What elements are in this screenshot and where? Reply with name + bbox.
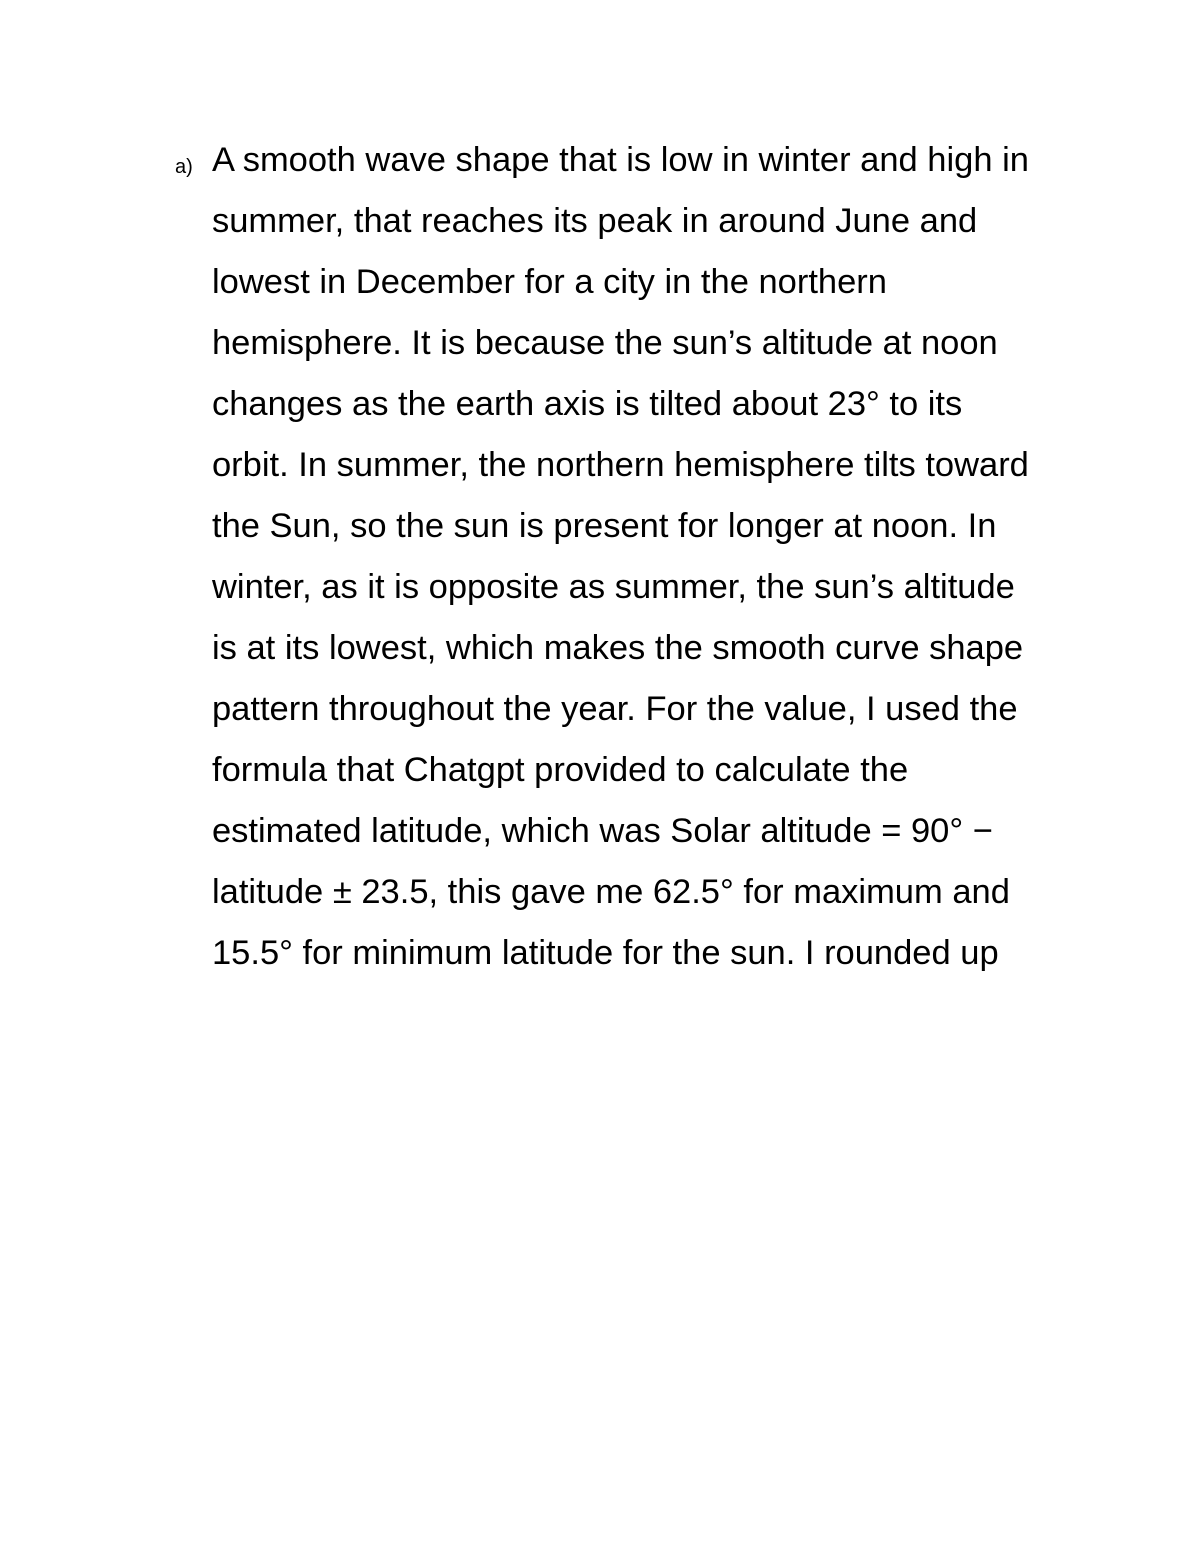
- text-line: hemisphere. It is because the sun’s altitude at noon: [212, 324, 998, 362]
- text-line: the Sun, so the sun is present for longer at noon. In: [212, 507, 997, 545]
- text-line: orbit. In summer, the northern hemisphere tilts toward: [212, 446, 1029, 484]
- text-line: estimated latitude, which was Solar altitude = 90° −: [212, 812, 993, 850]
- text-line: is at its lowest, which makes the smooth curve shape: [212, 629, 1024, 667]
- text-line: A smooth wave shape that is low in winter and high in: [212, 141, 1029, 179]
- text-line: winter, as it is opposite as summer, the sun’s altitude: [212, 568, 1015, 606]
- text-line: 15.5° for minimum latitude for the sun. I rounded up: [212, 934, 999, 972]
- text-line: summer, that reaches its peak in around June and: [212, 202, 978, 240]
- text-line: lowest in December for a city in the northern: [212, 263, 887, 301]
- text-line: latitude ± 23.5, this gave me 62.5° for maximum and: [212, 873, 1010, 911]
- text-line: pattern throughout the year. For the value, I used the: [212, 690, 1018, 728]
- text-line: formula that Chatgpt provided to calculate the: [212, 751, 909, 789]
- text-line: changes as the earth axis is tilted about 23° to its: [212, 385, 963, 423]
- answer-paragraph: [212, 130, 1112, 984]
- list-marker: a): [175, 156, 193, 178]
